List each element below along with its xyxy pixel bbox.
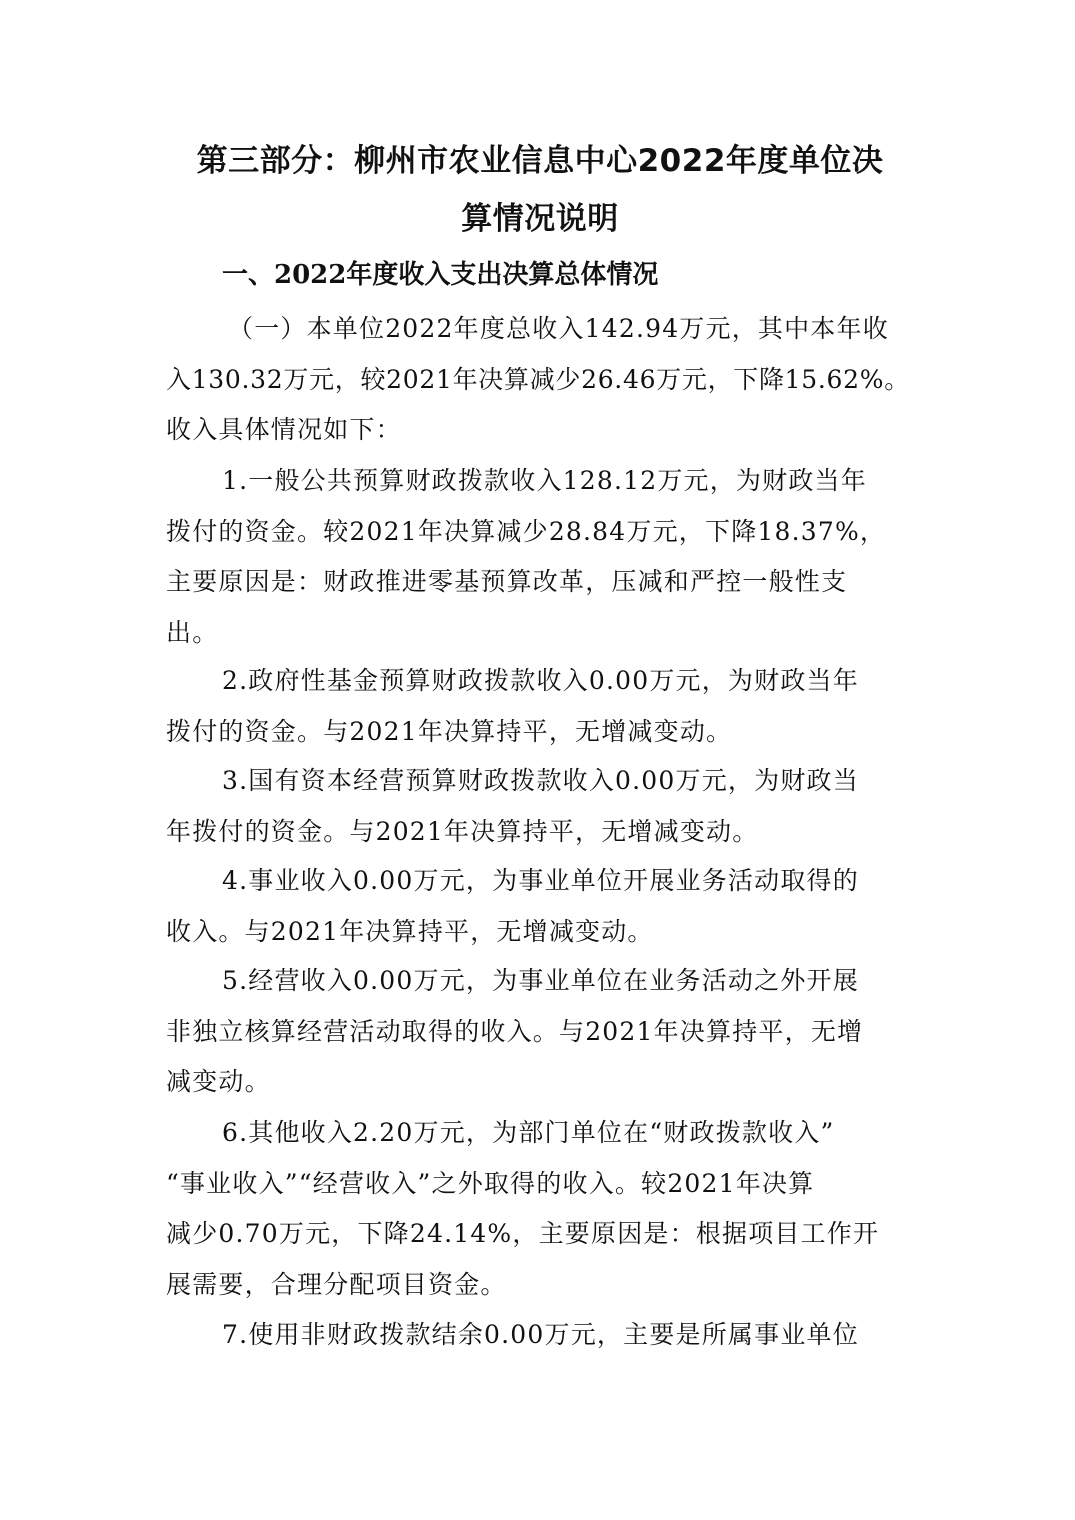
paragraph-item-7	[166, 1310, 914, 1361]
paragraph-line: 减少0.70万元，下降24.14%，主要原因是：根据项目工作开	[166, 1219, 880, 1248]
paragraph-line: 非独立核算经营活动取得的收入。与2021年决算持平，无增	[166, 1016, 864, 1046]
paragraph-line: 减变动。	[166, 1067, 271, 1096]
paragraph-item-6	[166, 1108, 914, 1310]
paragraph-line: 5.经营收入0.00万元，为事业单位在业务活动之外开展	[222, 966, 859, 995]
paragraph-line: （一）本单位2022年度总收入142.94万元，其中本年收	[228, 314, 889, 343]
title-line: 算情况说明	[461, 201, 619, 237]
paragraph-line: 2.政府性基金预算财政拨款收入0.00万元，为财政当年	[222, 666, 859, 695]
paragraph-line: 拨付的资金。较2021年决算减少28.84万元，下降18.37%，	[166, 516, 887, 546]
paragraph-line: 4.事业收入0.00万元，为事业单位开展业务活动取得的	[222, 866, 859, 895]
paragraph-total-income	[166, 304, 914, 456]
paragraph-line: 拨付的资金。与2021年决算持平，无增减变动。	[166, 716, 733, 746]
paragraph-line: 主要原因是：财政推进零基预算改革，压减和严控一般性支	[166, 567, 848, 596]
paragraph-line: 1.一般公共预算财政拨款收入128.12万元，为财政当年	[222, 466, 867, 495]
section-heading: 一、2022年度收入支出决算总体情况	[222, 260, 659, 290]
paragraph-line: 收入具体情况如下：	[166, 415, 402, 444]
paragraph-item-1	[166, 456, 914, 658]
paragraph-line: 6.其他收入2.20万元，为部门单位在“财政拨款收入”	[222, 1118, 835, 1147]
paragraph-item-5	[166, 956, 914, 1108]
paragraph-item-3	[166, 756, 914, 857]
paragraph-line: 7.使用非财政拨款结余0.00万元，主要是所属事业单位	[222, 1320, 859, 1349]
paragraph-item-2	[166, 656, 914, 757]
paragraph-line: 年拨付的资金。与2021年决算持平，无增减变动。	[166, 816, 759, 846]
paragraph-line: 收入。与2021年决算持平，无增减变动。	[166, 916, 654, 946]
paragraph-item-4	[166, 856, 914, 957]
paragraph-line: “事业收入”“经营收入”之外取得的收入。较2021年决算	[166, 1168, 815, 1198]
paragraph-line: 出。	[166, 617, 219, 647]
document-title	[166, 132, 914, 248]
paragraph-line: 入130.32万元，较2021年决算减少26.46万元，下降15.62%。	[166, 364, 910, 394]
title-line: 第三部分：柳州市农业信息中心2022年度单位决	[196, 143, 884, 179]
paragraph-line: 展需要，合理分配项目资金。	[166, 1269, 507, 1299]
paragraph-line: 3.国有资本经营预算财政拨款收入0.00万元，为财政当	[222, 766, 859, 795]
